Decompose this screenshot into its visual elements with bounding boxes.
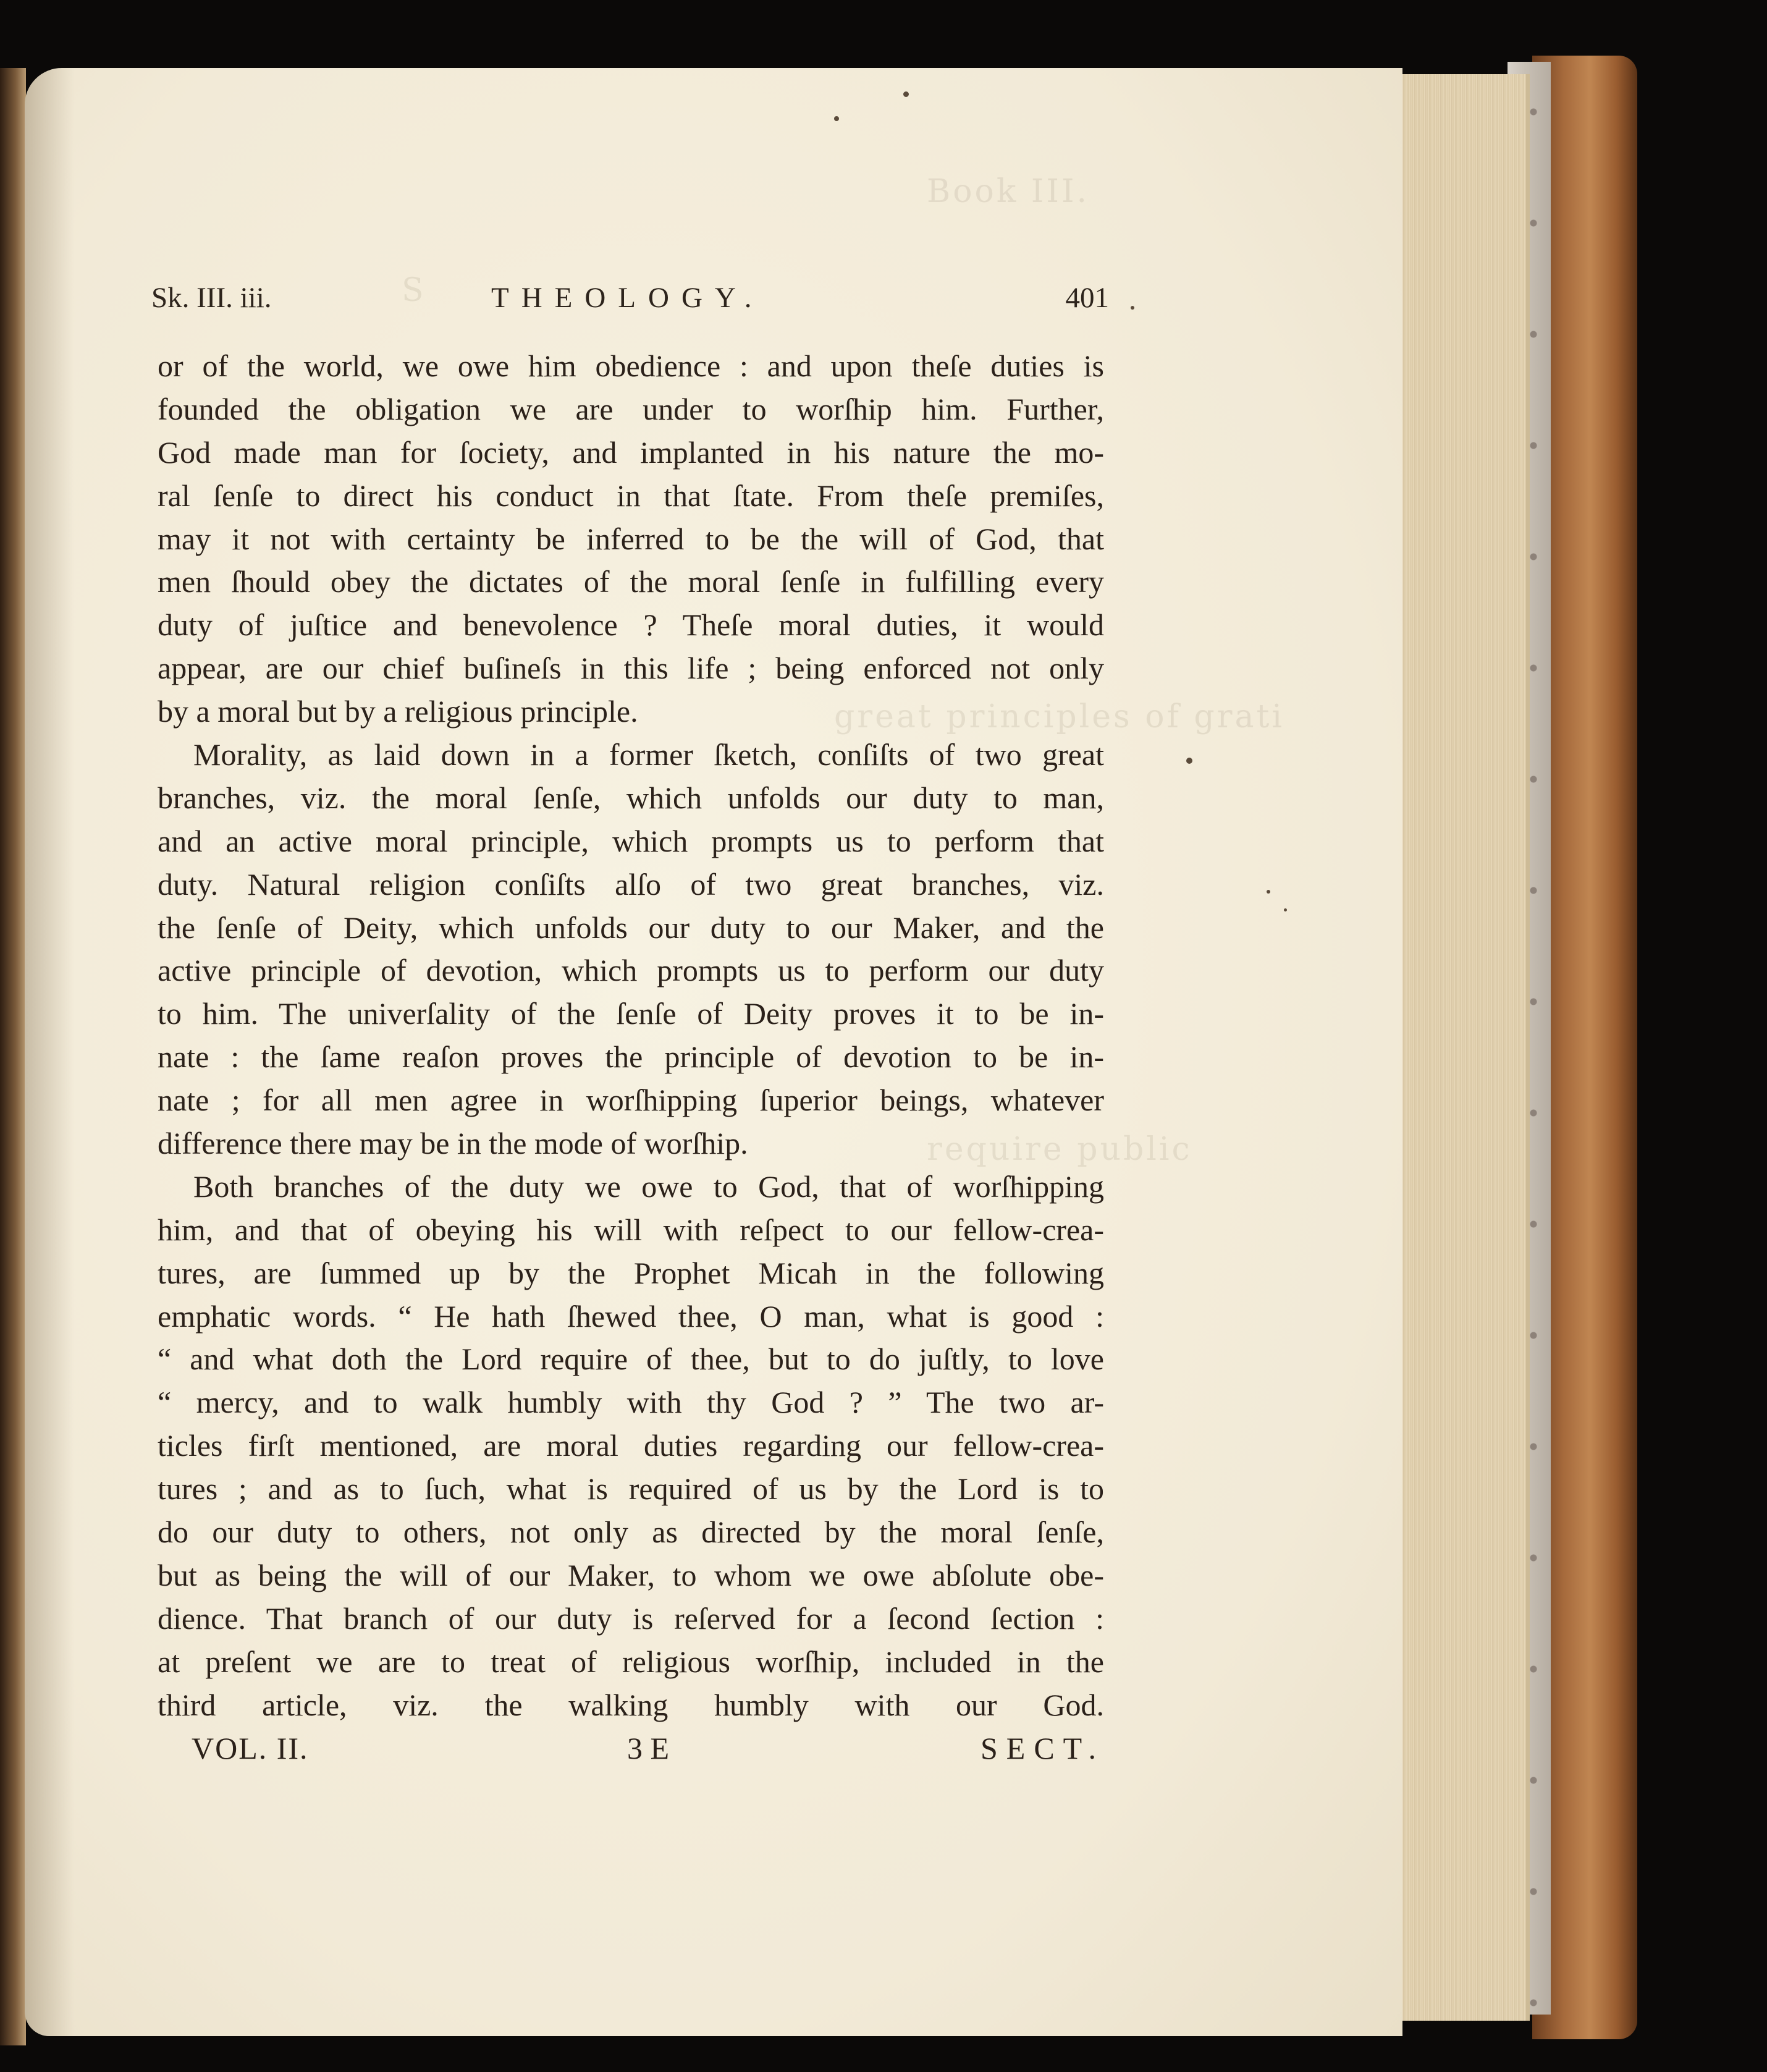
text-line: duty of juſtice and benevolence ? Theſe moral duties, it would [158, 607, 1104, 643]
text-line: nate ; for all men agree in worſhipping ſuperior beings, whatever [158, 1083, 1104, 1118]
signature-mark: 3 E [627, 1731, 670, 1765]
text-line: branches, viz. the moral ſenſe, which unfolds our duty to man, [158, 780, 1104, 815]
text-line: emphatic words. “ He hath ſhewed thee, O man, what is good : [158, 1298, 1104, 1334]
show-through-text: S [402, 272, 426, 309]
text-line: ticles firſt mentioned, are moral duties regarding our fellow-crea- [158, 1428, 1104, 1463]
volume-label: VOL. II. [192, 1731, 309, 1765]
body-text [158, 345, 1104, 1770]
text-line: Morality, as laid down in a former ſketch, conſiſts of two great [193, 737, 1104, 772]
catchword: SECT. [980, 1731, 1105, 1765]
text-line: dience. That branch of our duty is reſerved for a ſecond ſection : [158, 1601, 1104, 1636]
running-header [151, 281, 1109, 324]
running-title: THEOLOGY. [491, 282, 764, 314]
text-line: by a moral but by a religious principle. [158, 694, 638, 729]
text-line: or of the world, we owe him obedience : and upon theſe duties is [158, 349, 1104, 383]
book-cover-left [0, 68, 26, 2045]
text-line: “ and what doth the Lord require of thee, but to do juſtly, to love [158, 1342, 1104, 1377]
text-line: Both branches of the duty we owe to God, that of worſhipping [193, 1169, 1104, 1204]
show-through-text: Book III. [927, 173, 1090, 210]
text-line: God made man for ſociety, and implanted in his nature the mo- [158, 434, 1104, 470]
text-line: “ mercy, and to walk humbly with thy God ? ” The two ar- [158, 1385, 1104, 1420]
text-line: third article, viz. the walking humbly with our God. [158, 1687, 1104, 1722]
text-line: and an active moral principle, which prompts us to perform that [158, 823, 1104, 858]
text-line: the ſenſe of Deity, which unfolds our duty to our Maker, and the [158, 910, 1104, 945]
show-through-text: require public [927, 1131, 1192, 1168]
text-line: active principle of devotion, which prompts us to perform our duty [158, 953, 1104, 988]
page-fore-edge [1396, 74, 1530, 2021]
text-line: to him. The univerſality of the ſenſe of Deity proves it to be in- [158, 996, 1104, 1031]
text-line: men ſhould obey the dictates of the moral ſenſe in fulfilling every [158, 564, 1104, 599]
section-reference: Sk. III. iii. [151, 282, 272, 314]
page-number: 401 [1065, 282, 1109, 314]
text-line: nate : the ſame reaſon proves the principle of devotion to be in- [158, 1039, 1104, 1075]
show-through-text: great principles of grati [834, 698, 1285, 735]
gutter-shadow [25, 68, 74, 2036]
text-line: appear, are our chief buſineſs in this life ; being enforced not only [158, 651, 1104, 686]
text-line: duty. Natural religion conſiſts alſo of two great branches, viz. [158, 866, 1104, 902]
text-line: may it not with certainty be inferred to be the will of God, that [158, 521, 1104, 556]
page-footer [192, 1730, 1105, 1774]
text-line: ral ſenſe to direct his conduct in that ſtate. From theſe premiſes, [158, 478, 1104, 513]
text-line: founded the obligation we are under to worſhip him. Further, [158, 391, 1104, 426]
text-line: do our duty to others, not only as directed by the moral ſenſe, [158, 1515, 1104, 1550]
text-line: but as being the will of our Maker, to whom we owe abſolute obe- [158, 1557, 1104, 1592]
text-line: difference there may be in the mode of worſhip. [158, 1126, 748, 1161]
text-line: him, and that of obeying his will with reſpect to our fellow-crea- [158, 1212, 1104, 1247]
text-line: tures, are ſummed up by the Prophet Micah in the following [158, 1255, 1104, 1290]
text-line: at preſent we are to treat of religious worſhip, included in the [158, 1644, 1104, 1679]
text-line: tures ; and as to ſuch, what is required of us by the Lord is to [158, 1471, 1104, 1507]
